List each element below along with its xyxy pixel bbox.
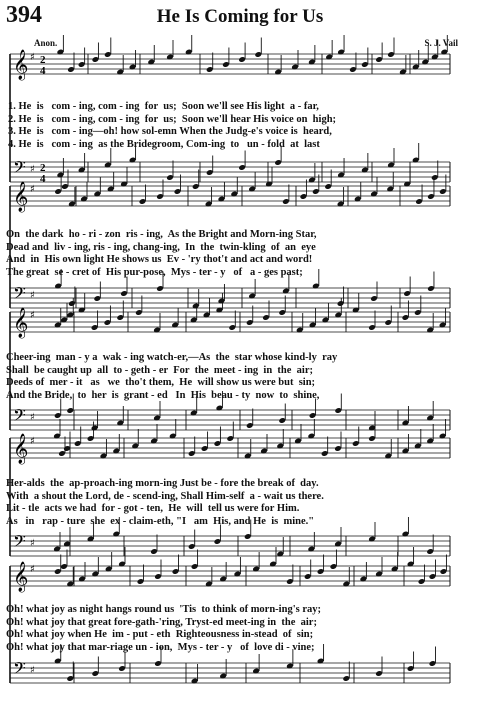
system-1-key-sharp: ♯ xyxy=(30,164,35,175)
system-1-bass-clef: 𝄢 xyxy=(13,157,26,181)
lyric-line: 3. He is com - ing—oh! how sol-emn When the Judg-e's voice is heard, xyxy=(8,126,332,137)
lyric-line: As in rap - ture she ex - claim-eth, "I am His, and He is mine." xyxy=(6,515,315,527)
music-credit: S. J. Vail xyxy=(424,38,458,48)
system-3-key-sharp: ♯ xyxy=(30,310,35,321)
lyric-line: The great se - cret of His pur-pose, Mys - ter - y of a - ges past; xyxy=(6,266,303,278)
time-signature-top: 2 xyxy=(40,162,46,174)
system-3-bass-clef: 𝄢 xyxy=(13,405,26,429)
system-2-key-sharp: ♯ xyxy=(30,290,35,301)
system-4-key-sharp: ♯ xyxy=(30,538,35,549)
lyric-line: Cheer-ing man - y a wak - ing watch-er,—As the star whose kind-ly ray xyxy=(6,352,338,363)
system-4-treble-clef: 𝄞 xyxy=(13,434,29,464)
lyric-line: And in His own light He shows us Ev - 'ry thot't and act and word! xyxy=(6,254,313,265)
time-signature-top: 2 xyxy=(40,54,46,66)
system-3-treble-clef: 𝄞 xyxy=(13,308,29,338)
system-3-key-sharp: ♯ xyxy=(30,412,35,423)
time-signature-bottom: 4 xyxy=(40,65,46,77)
lyric-line: Oh! what joy when He im - put - eth Righteousness in-stead of sin; xyxy=(6,629,314,640)
lyric-line: Shall be caught up all to - geth - er For the meet - ing in the air; xyxy=(6,364,314,376)
system-1-key-sharp: ♯ xyxy=(30,52,35,63)
system-2-bass-clef: 𝄢 xyxy=(13,283,26,307)
lyric-line: Dead and liv - ing, ris - ing, chang-ing, In the twin-kling of an eye xyxy=(6,241,316,253)
hymn-number: 394 xyxy=(6,2,42,28)
system-5-key-sharp: ♯ xyxy=(30,564,35,575)
system-2-key-sharp: ♯ xyxy=(30,184,35,195)
system-5-bass-clef: 𝄢 xyxy=(13,658,26,682)
time-signature-bottom: 4 xyxy=(40,173,46,185)
system-2-treble-clef: 𝄞 xyxy=(13,182,29,212)
system-5-key-sharp: ♯ xyxy=(30,665,35,676)
words-credit: Anon. xyxy=(34,38,58,48)
lyric-line: On the dark ho - ri - zon ris - ing, As the Bright and Morn-ing Star, xyxy=(6,229,317,240)
lyric-line: Oh! what joy as night hangs round us 'Tis to think of morn-ing's ray; xyxy=(6,604,321,615)
lyric-line: 1. He is com - ing, com - ing for us; Soon we'll see His light a - far, xyxy=(8,101,319,112)
lyric-line: 4. He is com - ing as the Bridegroom, Com-ing to un - fold at last xyxy=(8,138,320,150)
lyric-line: Oh! what joy that great fore-gath-'ring, Tryst-ed meet-ing in the air; xyxy=(6,616,317,628)
lyric-line: Her-alds the ap-proach-ing morn-ing Just be - fore the break of day. xyxy=(6,478,319,489)
system-1-treble-clef: 𝄞 xyxy=(13,50,29,80)
lyric-line: And the Bride, to her is grant - ed In His beau - ty now to shine, xyxy=(6,389,320,401)
system-5-treble-clef: 𝄞 xyxy=(13,562,29,592)
lyric-line: Oh! what joy that mar-riage un - ion, Mys - ter - y of love di - vine; xyxy=(6,641,315,653)
lyric-line: Deeds of mer - it as we tho't them, He will show us were but sin; xyxy=(6,377,316,388)
system-4-bass-clef: 𝄢 xyxy=(13,531,26,555)
system-4-key-sharp: ♯ xyxy=(30,436,35,447)
hymn-title: He Is Coming for Us xyxy=(156,6,324,27)
lyric-line: 2. He is com - ing, com - ing for us; Soon we'll hear His voice on high; xyxy=(8,113,337,125)
lyric-line: With a shout the Lord, de - scend-ing, Shall Him-self a - wait us there. xyxy=(6,490,324,502)
lyric-line: Lit - tle acts we had for - got - ten, He will tell us were for Him. xyxy=(6,503,300,514)
